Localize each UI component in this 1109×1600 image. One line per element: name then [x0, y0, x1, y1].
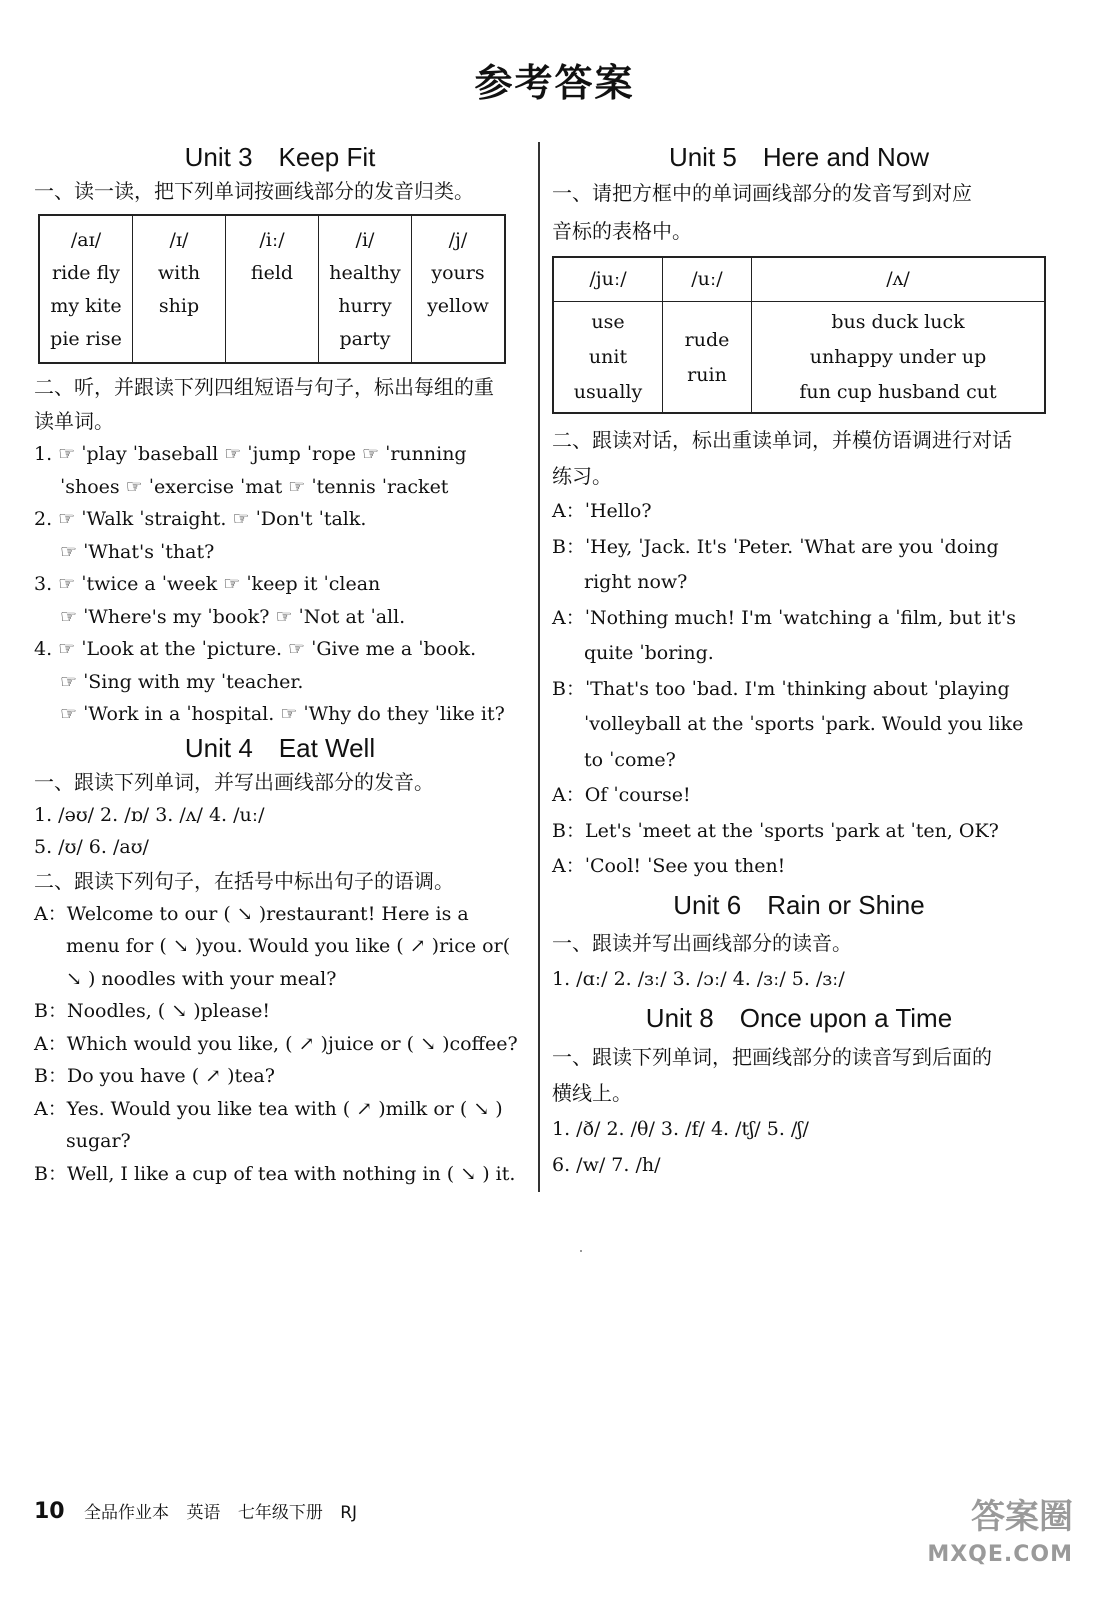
unit3-heading	[34, 140, 526, 174]
dialog-line: A：Of ˈcourse!	[552, 784, 691, 806]
table-entry: use	[591, 311, 625, 333]
watermark-url: MXQE.COM	[927, 1542, 1073, 1567]
answer-line: 1. /ð/ 2. /θ/ 3. /f/ 4. /tʃ/ 5. /ʃ/	[552, 1117, 809, 1140]
left-column	[34, 140, 526, 1190]
table-entry: unhappy under up	[809, 346, 987, 368]
dialog-line: A：ˈNothing much! I'm ˈwatching a ˈfilm, but it's quite ˈboring.	[552, 606, 1017, 664]
instruction: 一、跟读下列单词，把画线部分的读音写到后面的	[552, 1044, 992, 1069]
unit-number: Unit 3	[184, 142, 253, 172]
answer-line: 4. ☞ ˈLook at the ˈpicture. ☞ ˈGive me a ˈbook.	[34, 638, 477, 660]
unit-number: Unit 6	[673, 889, 742, 920]
answer-line: ☞ ˈSing with my ˈteacher.	[60, 670, 304, 693]
table-cell	[663, 302, 752, 414]
page-number: 10	[34, 1499, 65, 1524]
instruction: 一、跟读下列单词，并写出画线部分的发音。	[34, 769, 434, 794]
answer-line: 1. /əʊ/ 2. /ɒ/ 3. /ʌ/ 4. /uː/	[34, 803, 265, 826]
unit-name: Keep Fit	[278, 142, 376, 172]
book-name: 全品作业本	[84, 1503, 170, 1523]
answer-line: 1. /ɑː/ 2. /ɜː/ 3. /ɔː/ 4. /ɜː/ 5. /ɜː/	[552, 967, 845, 990]
answer-line: ☞ ˈWork in a ˈhospital. ☞ ˈWhy do they ˈlike it?	[60, 703, 505, 725]
table-entry: ship	[158, 295, 200, 317]
unit-number: Unit 4	[184, 732, 253, 763]
table-entry: yellow	[427, 295, 489, 317]
table-entry: my kite	[50, 295, 122, 317]
unit-name: Eat Well	[278, 732, 376, 763]
table-column	[226, 215, 319, 363]
table-entry: yours	[431, 262, 485, 284]
table-entry: bus duck luck	[831, 311, 965, 333]
table-entry: ride fly	[51, 262, 120, 284]
column-divider	[538, 142, 540, 1192]
dialog-line: A：Welcome to our ( ↘ )restaurant! Here is a menu for ( ↘ )you. Would you like ( ↗ )rice or( ↘ ) noodles with your meal?	[34, 902, 511, 990]
grade: 七年级下册	[237, 1503, 323, 1523]
dialog-line: A：Which would you like, ( ↗ )juice or ( ↘ )coffee?	[34, 1032, 518, 1055]
instruction: 二、跟读对话，标出重读单词，并模仿语调进行对话	[552, 428, 1012, 452]
table-entry: rude	[684, 328, 730, 351]
instruction: 练习。	[552, 464, 612, 488]
table-header: /juː/	[553, 257, 663, 302]
watermark	[927, 1498, 1073, 1574]
instruction: 一、读一读，把下列单词按画线部分的发音归类。	[34, 179, 474, 203]
watermark-logo: 答案圈	[971, 1497, 1073, 1537]
dialog-line: B：ˈHey, ˈJack. It's ˈPeter. ˈWhat are you ˈdoing right now?	[552, 535, 999, 593]
table-entry: /i/	[355, 229, 375, 251]
unit5-heading	[552, 140, 1046, 174]
dialog-line: B：Let's ˈmeet at the ˈsports ˈpark at ˈten, OK?	[552, 819, 999, 842]
page-title: 参考答案	[474, 61, 635, 105]
answer-line: ☞ ˈWhat's ˈthat?	[60, 540, 215, 563]
instruction: 读单词。	[34, 409, 114, 433]
table-entry: usually	[573, 381, 643, 403]
dialog-line: A：ˈHello?	[552, 500, 652, 522]
table-header: /ʌ/	[752, 257, 1046, 302]
table-entry: healthy	[329, 262, 401, 284]
subject: 英语	[186, 1503, 221, 1523]
answer-line: ☞ ˈWhere's my ˈbook? ☞ ˈNot at ˈall.	[60, 605, 406, 628]
instruction: 二、听，并跟读下列四组短语与句子，标出每组的重	[34, 375, 494, 399]
table-entry: /ɪ/	[169, 229, 189, 251]
dialog-line: B：Do you have ( ↗ )tea?	[34, 1065, 275, 1087]
table-entry: fun cup husband cut	[799, 381, 997, 403]
dialog-line: B：ˈThat's too ˈbad. I'm ˈthinking about ˈplaying ˈvolleyball at the ˈsports ˈpark. Would you like to ˈcome?	[552, 677, 1024, 771]
table-header: /uː/	[663, 257, 752, 302]
unit-name: Once upon a Time	[739, 1002, 953, 1033]
unit-name: Rain or Shine	[767, 889, 925, 920]
answer-line: 2. ☞ ˈWalk ˈstraight. ☞ ˈDon't ˈtalk.	[34, 508, 367, 530]
table-entry: field	[250, 262, 294, 284]
dialog-line: A：ˈCool! ˈSee you then!	[552, 855, 786, 877]
table-column	[133, 215, 226, 363]
right-column	[552, 140, 1046, 1183]
table-column	[412, 215, 506, 363]
answer-line: 6. /w/ 7. /h/	[552, 1153, 661, 1176]
unit-number: Unit 8	[645, 1002, 714, 1033]
answer-line: 5. /ʊ/ 6. /aʊ/	[34, 836, 149, 858]
instruction: 音标的表格中。	[552, 219, 692, 243]
table-entry: /aɪ/	[70, 229, 102, 251]
unit-name: Here and Now	[762, 142, 930, 172]
table-entry: pie rise	[50, 328, 122, 350]
instruction: 一、跟读并写出画线部分的读音。	[552, 930, 852, 955]
table-entry: unit	[588, 346, 628, 368]
instruction: 横线上。	[552, 1080, 632, 1105]
page-footer	[34, 1498, 369, 1524]
table-cell	[752, 302, 1046, 414]
answer-line: 3. ☞ ˈtwice a ˈweek ☞ ˈkeep it ˈclean	[34, 573, 381, 595]
phonics-table	[552, 256, 1046, 414]
edition: RJ	[340, 1503, 358, 1523]
answer-line: ˈshoes ☞ ˈexercise ˈmat ☞ ˈtennis ˈracket	[60, 475, 449, 498]
instruction: 一、请把方框中的单词画线部分的发音写到对应	[552, 181, 972, 205]
table-entry: ruin	[687, 363, 727, 386]
dialog-line: A：Yes. Would you like tea with ( ↗ )milk or ( ↘ ) sugar?	[34, 1097, 503, 1152]
dialog-line: B：Noodles, ( ↘ )please!	[34, 1000, 271, 1022]
table-entry: with	[157, 262, 201, 284]
table-entry: hurry	[338, 295, 392, 317]
unit6-heading	[552, 885, 1046, 925]
answer-line: 1. ☞ ˈplay ˈbaseball ☞ ˈjump ˈrope ☞ ˈrunning	[34, 443, 467, 465]
speck	[580, 1250, 582, 1252]
table-column	[319, 215, 412, 363]
instruction: 二、跟读下列句子，在括号中标出句子的语调。	[34, 868, 454, 893]
table-entry: party	[339, 328, 391, 350]
unit4-heading	[34, 731, 526, 765]
phonics-table	[38, 214, 506, 364]
unit-number: Unit 5	[668, 142, 737, 172]
dialog-line: B：Well, I like a cup of tea with nothing in ( ↘ ) it.	[34, 1162, 516, 1185]
table-entry: /j/	[448, 229, 468, 251]
table-column	[39, 215, 133, 363]
unit8-heading	[552, 997, 1046, 1039]
table-entry: /iː/	[259, 229, 285, 251]
table-cell	[553, 302, 663, 414]
